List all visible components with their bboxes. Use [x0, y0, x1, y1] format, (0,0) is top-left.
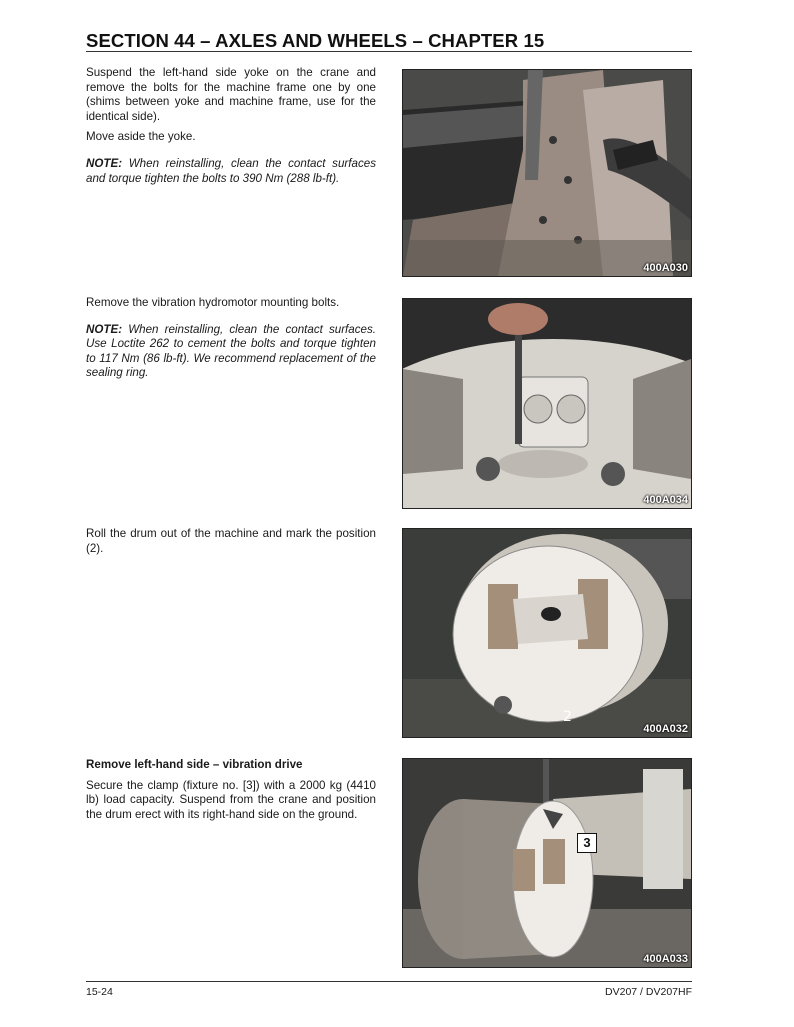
photo-drum-suspended: [402, 758, 692, 968]
photo-illustration: [403, 529, 691, 737]
subheading: Remove left-hand side – vibration drive: [86, 758, 303, 771]
note-label: NOTE:: [86, 156, 123, 170]
page-title: SECTION 44 – AXLES AND WHEELS – CHAPTER 15: [86, 30, 545, 51]
note-text: When reinstalling, clean the contact surfaces and torque tighten the bolts to 390 Nm (288 lb-ft).: [86, 156, 376, 185]
note: [86, 323, 376, 381]
instruction-block-4: [86, 758, 376, 828]
photo-illustration: [403, 70, 691, 276]
header-divider: [86, 51, 692, 52]
note-label: NOTE:: [86, 322, 123, 336]
position-marker-label: 2: [563, 709, 572, 725]
photo-illustration: [403, 299, 691, 508]
page-number: 15-24: [86, 986, 113, 998]
model-name: DV207 / DV207HF: [605, 986, 692, 998]
fixture-callout: 3: [577, 833, 597, 853]
note: [86, 157, 376, 186]
instruction-block-1: [86, 66, 376, 192]
photo-drum-rolled-out: [402, 528, 692, 738]
photo-illustration: [403, 759, 691, 967]
photo-hydromotor-bolts: [402, 298, 692, 509]
instruction-block-3: [86, 527, 376, 562]
paragraph: Move aside the yoke.: [86, 130, 196, 144]
photo-code: 400A034: [643, 494, 688, 506]
photo-yoke-removal: [402, 69, 692, 277]
paragraph: Remove the vibration hydromotor mounting bolts.: [86, 296, 340, 309]
note-text: When reinstalling, clean the contact surfaces. Use Loctite 262 to cement the bolts and torque tighten to 117 Nm (86 lb-ft). We recommend replacement of the sealing ring.: [86, 322, 376, 380]
photo-code: 400A032: [643, 723, 688, 735]
paragraph: Roll the drum out of the machine and mark the position (2).: [86, 527, 376, 555]
instruction-block-2: [86, 296, 376, 387]
photo-code: 400A030: [643, 262, 688, 274]
footer-divider: [86, 981, 692, 982]
paragraph: Secure the clamp (fixture no. [3]) with a 2000 kg (4410 lb) load capacity. Suspend from the crane and position the drum erect with its right-hand side on the ground.: [86, 778, 376, 821]
photo-code: 400A033: [643, 953, 688, 965]
paragraph: Suspend the left-hand side yoke on the crane and remove the bolts for the machine frame one by one (shims between yoke and machine frame, use for the identical side).: [86, 66, 376, 123]
